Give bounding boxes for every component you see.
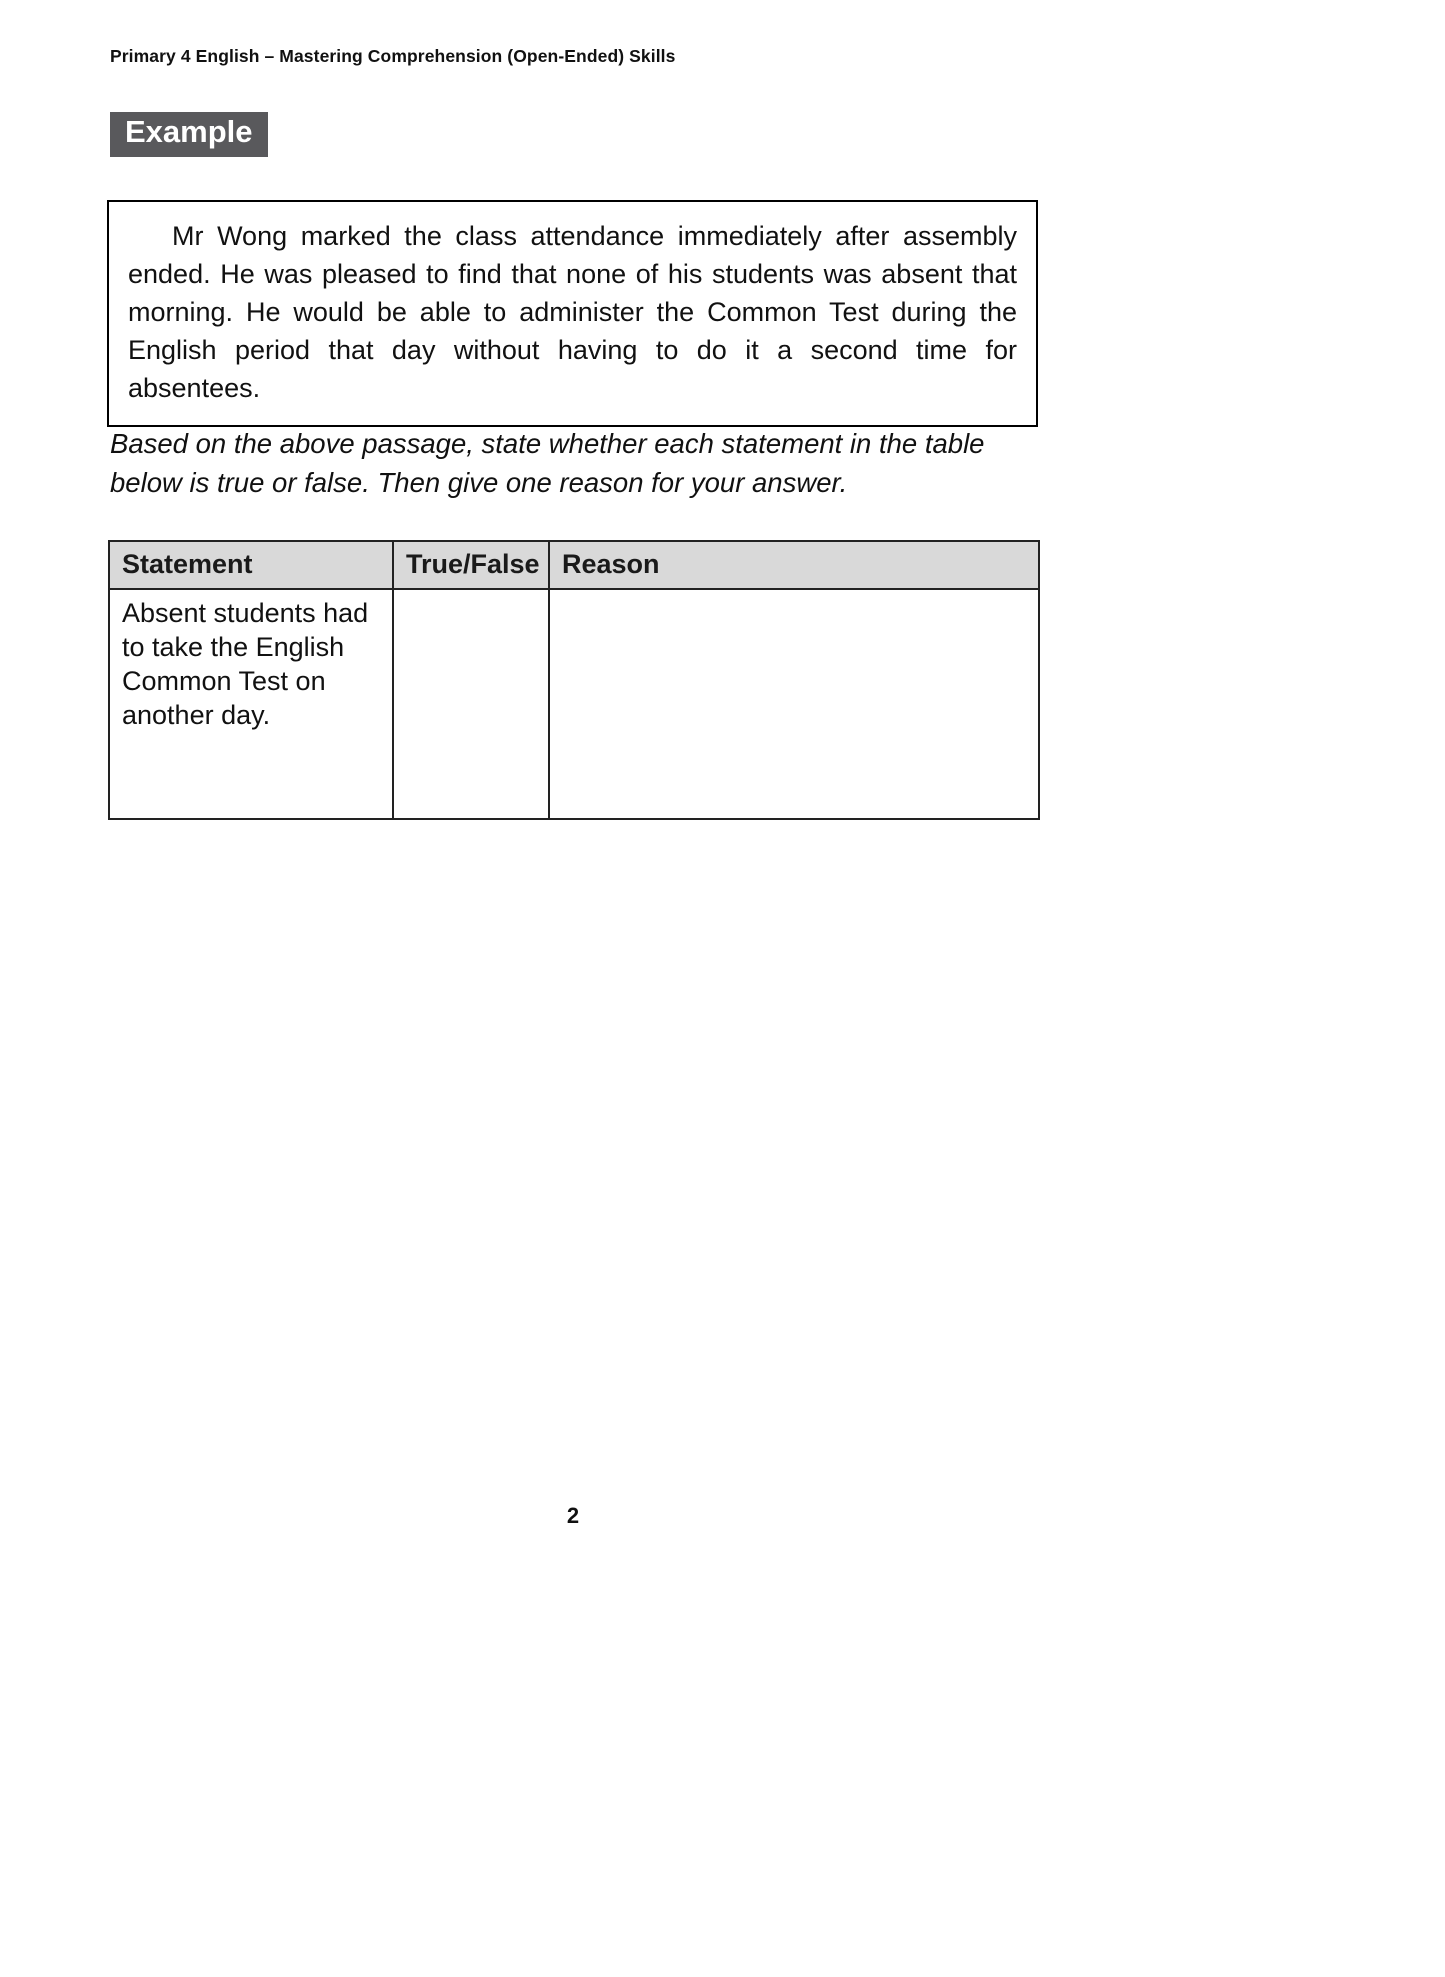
true-false-cell — [393, 589, 549, 819]
table-row — [109, 589, 1039, 819]
page-number: 2 — [566, 1503, 580, 1528]
passage-box — [107, 200, 1038, 427]
statement-cell: Absent students had to take the English Common Test on another day. — [109, 589, 393, 819]
column-header-statement: Statement — [109, 541, 393, 589]
passage-text: Mr Wong marked the class attendance immediately after assembly ended. He was pleased to find that none of his students was absent that morning. He would be able to administer the Common Test during the English period that day without having to do it a second time for absentees. — [128, 221, 1017, 403]
column-header-true-false: True/False — [393, 541, 549, 589]
table-header-row — [109, 541, 1039, 589]
column-header-reason: Reason — [549, 541, 1039, 589]
reason-cell — [549, 589, 1039, 819]
statements-table — [108, 540, 1040, 820]
instruction-text: Based on the above passage, state whether each statement in the table below is true or false. Then give one reason for your answer. — [110, 428, 985, 498]
running-header: Primary 4 English – Mastering Comprehension (Open-Ended) Skills — [110, 46, 676, 66]
example-label: Example — [110, 112, 268, 157]
